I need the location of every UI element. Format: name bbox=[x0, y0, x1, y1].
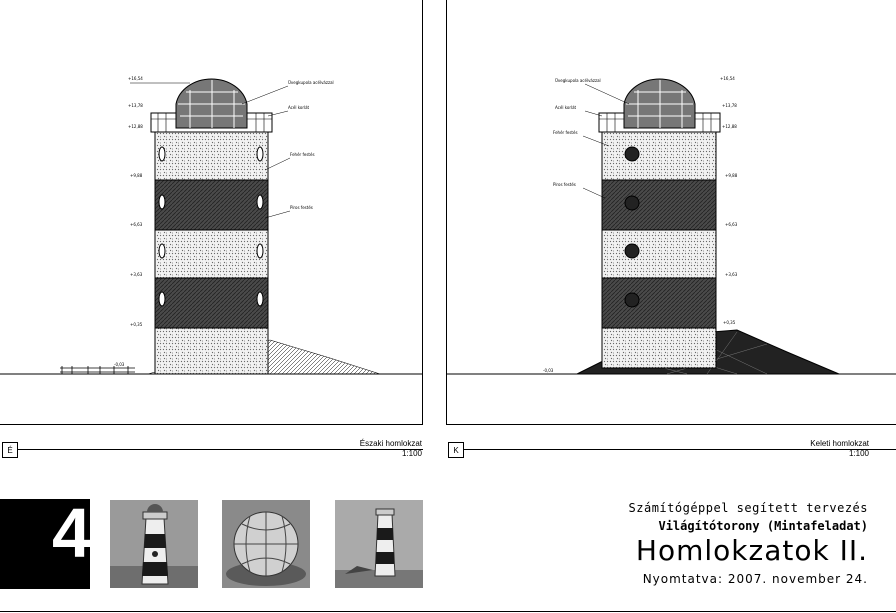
level-4: +9,88 bbox=[725, 173, 738, 178]
callout-white: Fehér festés bbox=[553, 130, 578, 135]
east-elevation-scale: 1:100 bbox=[848, 449, 869, 458]
callout-white: Fehér festés bbox=[290, 152, 315, 157]
level-5: +6,63 bbox=[130, 222, 143, 227]
level-3: +12,88 bbox=[722, 124, 737, 129]
lighthouse-render-icon bbox=[110, 500, 198, 588]
view-marker-east: K bbox=[448, 442, 464, 458]
print-date: Nyomtatva: 2007. november 24. bbox=[642, 572, 868, 586]
north-elevation-scale: 1:100 bbox=[401, 449, 422, 458]
level-7: +0,35 bbox=[130, 322, 143, 327]
course-subject: Számítógéppel segített tervezés bbox=[628, 501, 868, 515]
east-elevation-title: Keleti homlokzat bbox=[810, 439, 869, 448]
level-6: +3,63 bbox=[725, 272, 738, 277]
east-elevation-drawing bbox=[447, 0, 896, 425]
level-7: +0,35 bbox=[723, 320, 736, 325]
callout-red: Piros festés bbox=[290, 205, 313, 210]
level-3: +12,88 bbox=[128, 124, 143, 129]
level-2: +13,78 bbox=[722, 103, 737, 108]
level-6: +3,63 bbox=[130, 272, 143, 277]
level-2: +13,78 bbox=[128, 103, 143, 108]
level-8: -0,03 bbox=[114, 362, 125, 367]
level-4: +9,88 bbox=[130, 173, 143, 178]
callout-dome: Üvegkupola acélvázzal bbox=[555, 78, 601, 83]
bottom-border bbox=[0, 611, 896, 612]
sheet-title: Homlokzatok II. bbox=[635, 534, 868, 567]
callout-railing: Acél korlát bbox=[555, 105, 577, 110]
east-elevation-panel bbox=[446, 0, 896, 425]
glass-dome-render-icon bbox=[222, 500, 310, 588]
north-elevation-panel bbox=[0, 0, 423, 425]
level-8: -0,03 bbox=[543, 368, 554, 373]
project-title: Világítótorony (Mintafeladat) bbox=[658, 519, 868, 533]
north-elevation-title: Északi homlokzat bbox=[359, 439, 422, 448]
sheet-number: 4 bbox=[52, 494, 91, 572]
lighthouse-landscape-render-icon bbox=[335, 500, 423, 588]
callout-dome: Üvegkupola acélvázzal bbox=[288, 80, 334, 85]
level-5: +6,63 bbox=[725, 222, 738, 227]
callout-railing: Acél korlát bbox=[288, 105, 310, 110]
level-1: +16,54 bbox=[720, 76, 735, 81]
caption-line-north bbox=[18, 449, 423, 450]
callout-red: Piros festés bbox=[553, 182, 576, 187]
level-1: +16,54 bbox=[128, 76, 143, 81]
caption-line-east bbox=[464, 449, 896, 450]
north-elevation-drawing bbox=[0, 0, 423, 425]
view-marker-north: É bbox=[2, 442, 18, 458]
